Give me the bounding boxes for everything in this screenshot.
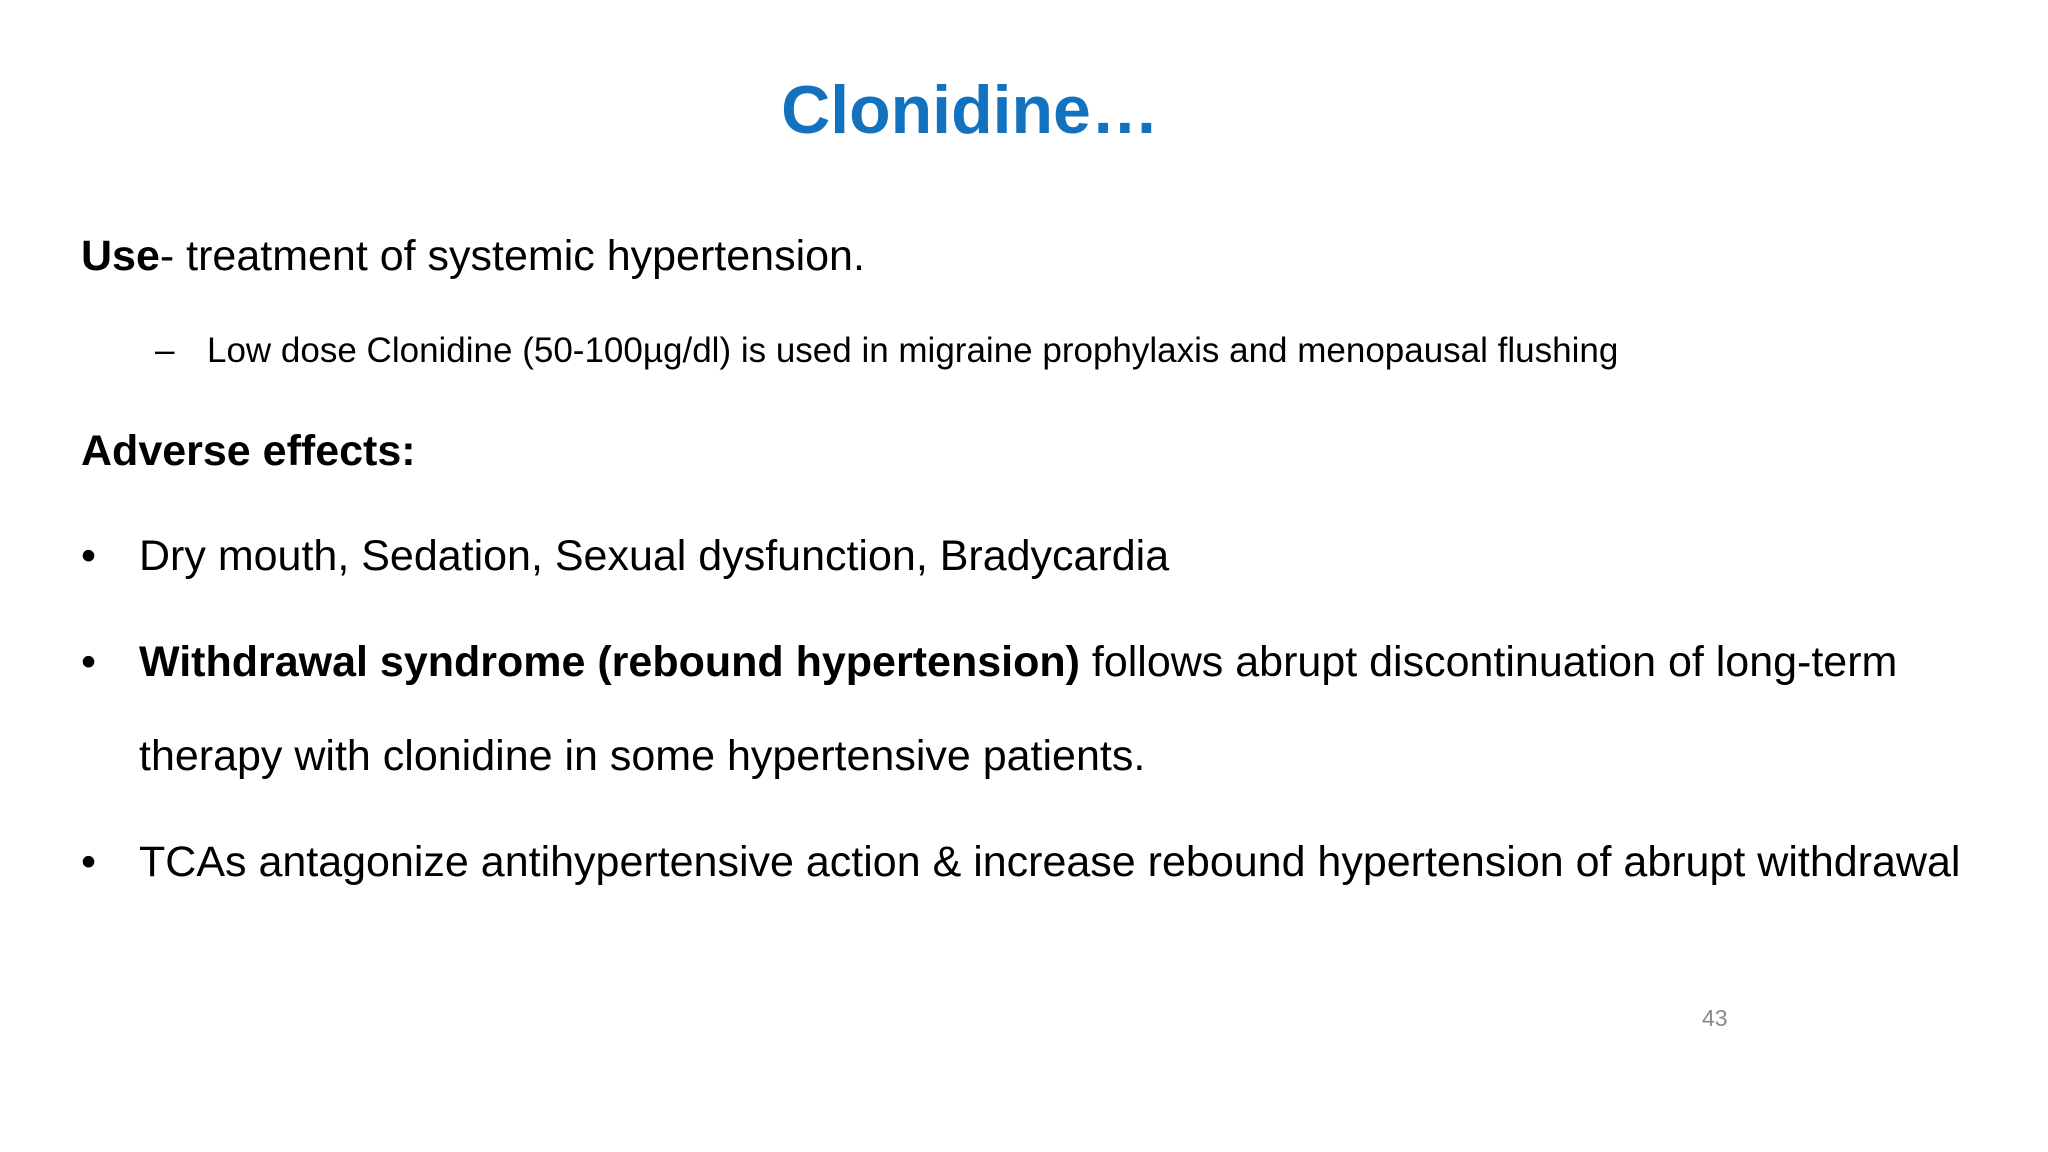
bullet-rest-text: follows abrupt discontinuation of long-term therapy with clonidine in some hypertensive patients. (139, 638, 1898, 780)
bullet-text: Dry mouth, Sedation, Sexual dysfunction, Bradycardia (139, 532, 1170, 580)
dash-marker: – (155, 331, 175, 370)
sub-point-text: Low dose Clonidine (50-100µg/dl) is used in migraine prophylaxis and menopausal flushing (207, 331, 1619, 370)
page-number: 43 (1702, 1005, 1728, 1031)
slide-title: Clonidine… (781, 72, 1159, 148)
bullet-item (81, 615, 1981, 803)
bullet-text (139, 615, 1979, 803)
use-text: - treatment of systemic hypertension. (159, 232, 865, 280)
bullet-bold-text: Withdrawal syndrome (rebound hypertension) (139, 638, 1080, 686)
bullet-marker: • (81, 532, 97, 580)
use-line (81, 228, 865, 284)
adverse-effects-heading: Adverse effects: (81, 427, 416, 475)
bullet-text: TCAs antagonize antihypertensive action & increase rebound hypertension of abrupt withdrawal (139, 838, 1961, 886)
use-label: Use (81, 232, 160, 280)
bullet-item (81, 815, 1981, 909)
bullet-item (81, 509, 1981, 603)
sub-point (155, 328, 1618, 374)
bullet-marker: • (81, 638, 97, 686)
bullet-marker: • (81, 838, 97, 886)
